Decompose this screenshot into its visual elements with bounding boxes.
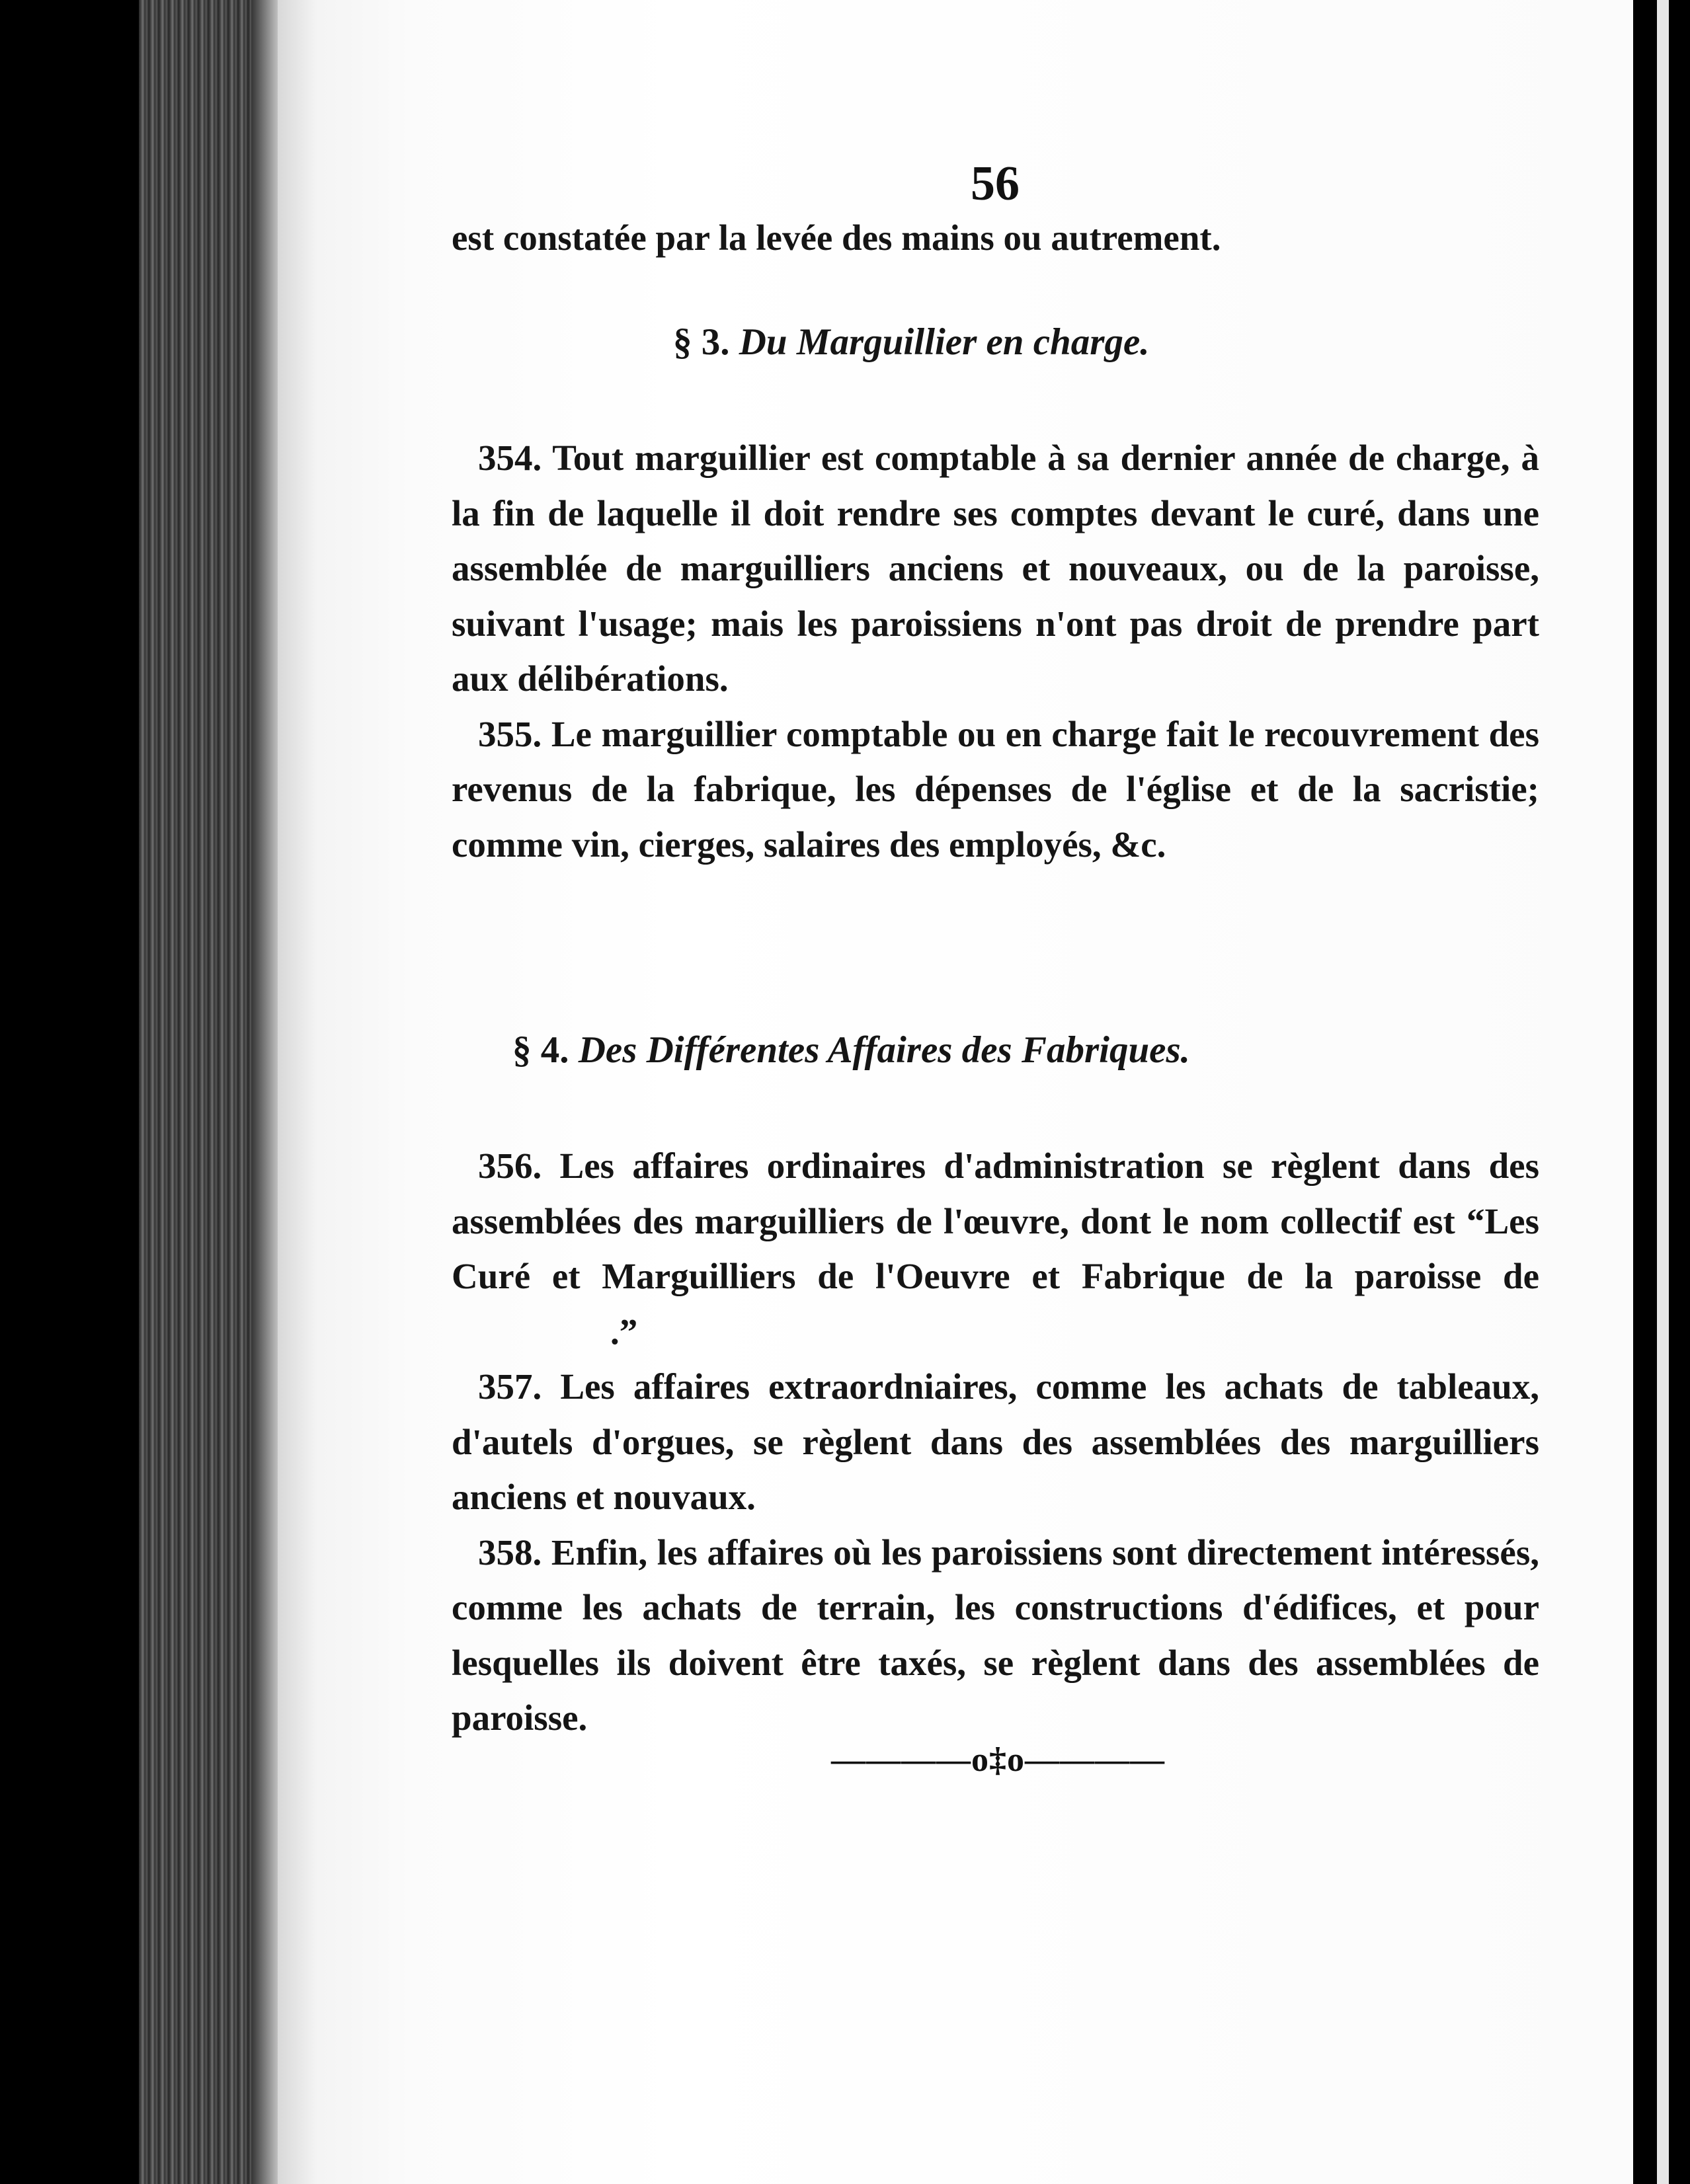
section-3-title: Du Marguillier en charge. — [739, 321, 1150, 363]
section-4-label: § 4. — [512, 1029, 569, 1071]
end-ornament: ————o‡o———— — [831, 1741, 1165, 1779]
page-number: 56 — [971, 157, 1020, 211]
paragraph-354: 354. Tout marguillier est comptable à sa dernier année de charge, à la fin de laquelle il doit rendre ses comptes devant le curé, dans une assemblée de marguilliers anciens et nouveaux, ou de la paroisse, suivant l'usage; mais les paroissiens n'ont pas droit de prendre part aux délibérations. — [452, 438, 1539, 699]
paragraph-355: 355. Le marguillier comptable ou en charge fait le recouvrement des revenus de la fabrique, les dépenses de l'église et de la sacristie; comme vin, cierges, salaires des employés, &c. — [452, 713, 1539, 865]
paragraph-358: 358. Enfin, les affaires où les paroissiens sont directement intéressés, comme les achats de terrain, les constructions d'édifices, et pour lesquelles ils doivent être taxés, se règlent dans des assemblées de paroisse. — [452, 1532, 1539, 1738]
paragraph-357: 357. Les affaires extraordniaires, comme les achats de tableaux, d'autels d'orgues, se règlent dans des assemblées des marguilliers anciens et nouvaux. — [452, 1366, 1539, 1517]
paragraph-356-text: 356. Les affaires ordinaires d'administration se règlent dans des assemblées des marguilliers de l'œuvre, dont le nom collectif est “Les Curé et Marguilliers de l'Oeuvre et Fabrique de la paroisse de — [452, 1146, 1539, 1296]
scan-edge-strip — [1657, 0, 1669, 2184]
section-3-body — [452, 430, 1539, 872]
section-4-heading — [512, 1029, 1190, 1072]
section-4-body — [452, 1138, 1539, 1746]
paragraph-356-end: .” — [610, 1311, 638, 1352]
section-4-title: Des Différentes Affaires des Fabriques. — [578, 1029, 1190, 1071]
section-3-label: § 3. — [673, 321, 730, 363]
scan-border-left — [0, 0, 139, 2184]
section-3-heading — [673, 321, 1150, 364]
book-page-edges — [139, 0, 278, 2184]
opening-line-text: est constatée par la levée des mains ou autrement. — [452, 217, 1221, 258]
paragraph-356 — [452, 1138, 1539, 1359]
opening-line — [452, 210, 1539, 266]
